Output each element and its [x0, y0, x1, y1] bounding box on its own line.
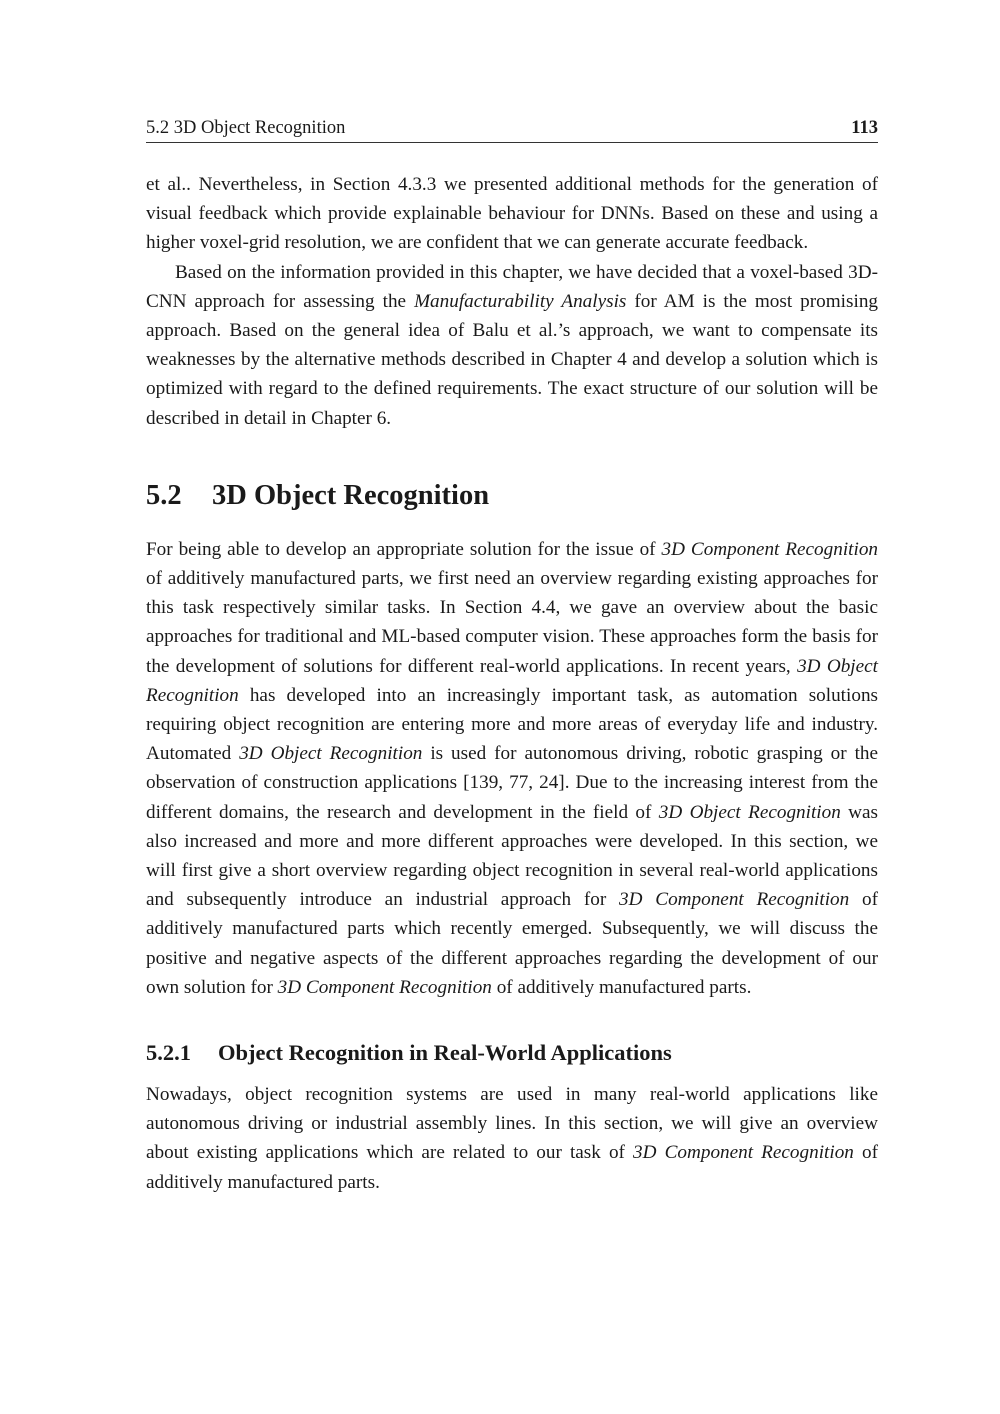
text-run: Nowadays, object recognition systems are used in many real-world applications like autonomous driving or industrial assembly lines. In this section, we will give an overview about existing applications which are related to our task of — [146, 1084, 878, 1164]
emphasis: 3D Object Recognition — [239, 743, 423, 765]
text-run: et al.. Nevertheless, in Section 4.3.3 we presented additional methods for the generation of visual feedback which provide explainable behaviour for DNNs. Based on these and using a higher voxel-grid resolution, we are confident that we can generate accurate feedback. — [146, 174, 878, 254]
emphasis: 3D Component Recognition — [619, 889, 850, 911]
text-run: is used for autonomous driving, robotic grasping or the observation of construction applications [139, 77, 24]. Due to the increasing interest from the different domains, the research and development in the field of — [146, 743, 879, 823]
subsection-title: Object Recognition in Real-World Applications — [218, 1040, 672, 1066]
section-number: 5.2 — [146, 479, 182, 511]
emphasis: 3D Object Recognition — [658, 801, 841, 823]
subsection-heading — [146, 1038, 878, 1068]
text-run: was also increased and more and more different approaches were developed. In this section, we will first give a short overview regarding object recognition in several real-world applications and subsequently introduce an industrial approach for — [146, 801, 879, 911]
emphasis: Manufacturability Analysis — [414, 290, 627, 312]
section-title: 3D Object Recognition — [212, 479, 490, 511]
text-run: of additively manufactured parts which recently emerged. Subsequently, we will discuss the positive and negative aspects of the different approaches regarding the development of our own solution for — [146, 889, 878, 998]
paragraph-intro-continuation — [146, 170, 878, 258]
text-run: of additively manufactured parts, we first need an overview regarding existing approaches for this task respectively similar tasks. In Section 4.4, we gave an overview about the basic approaches for traditional and ML-based computer vision. These approaches form the basis for the development of solutions for different real-world applications. In recent years, — [146, 568, 878, 677]
emphasis: 3D Object Recognition — [146, 655, 878, 706]
paragraph-subsection-intro — [146, 1080, 878, 1197]
paragraph-conclusion — [146, 258, 878, 433]
text-run: For being able to develop an appropriate solution for the issue of — [146, 538, 662, 560]
emphasis: 3D Component Recognition — [661, 538, 879, 560]
text-run: Based on the information provided in this chapter, we have decided that a voxel-based 3D-CNN approach for assessing the — [146, 261, 878, 312]
running-title: 5.2 3D Object Recognition — [146, 118, 346, 138]
paragraph-section-intro — [146, 535, 878, 1002]
emphasis: 3D Component Recognition — [633, 1142, 854, 1164]
text-run: has developed into an increasingly important task, as automation solutions requiring object recognition are entering more and more areas of everyday life and industry. Automated — [146, 684, 878, 765]
document-page — [146, 118, 878, 1197]
running-header — [146, 118, 878, 143]
page-number: 113 — [851, 118, 878, 138]
text-run: of additively manufactured parts. — [146, 1142, 878, 1193]
emphasis: 3D Component Recognition — [277, 976, 492, 998]
text-run: for AM is the most promising approach. Based on the general idea of Balu et al.’s approach, we want to compensate its weaknesses by the alternative methods described in Chapter 4 and develop a solution which is optimized with regard to the defined requirements. The exact structure of our solution will be described in detail in Chapter 6. — [146, 290, 879, 429]
section-heading — [146, 478, 878, 514]
subsection-number: 5.2.1 — [146, 1040, 191, 1066]
text-run: of additively manufactured parts. — [491, 976, 752, 998]
